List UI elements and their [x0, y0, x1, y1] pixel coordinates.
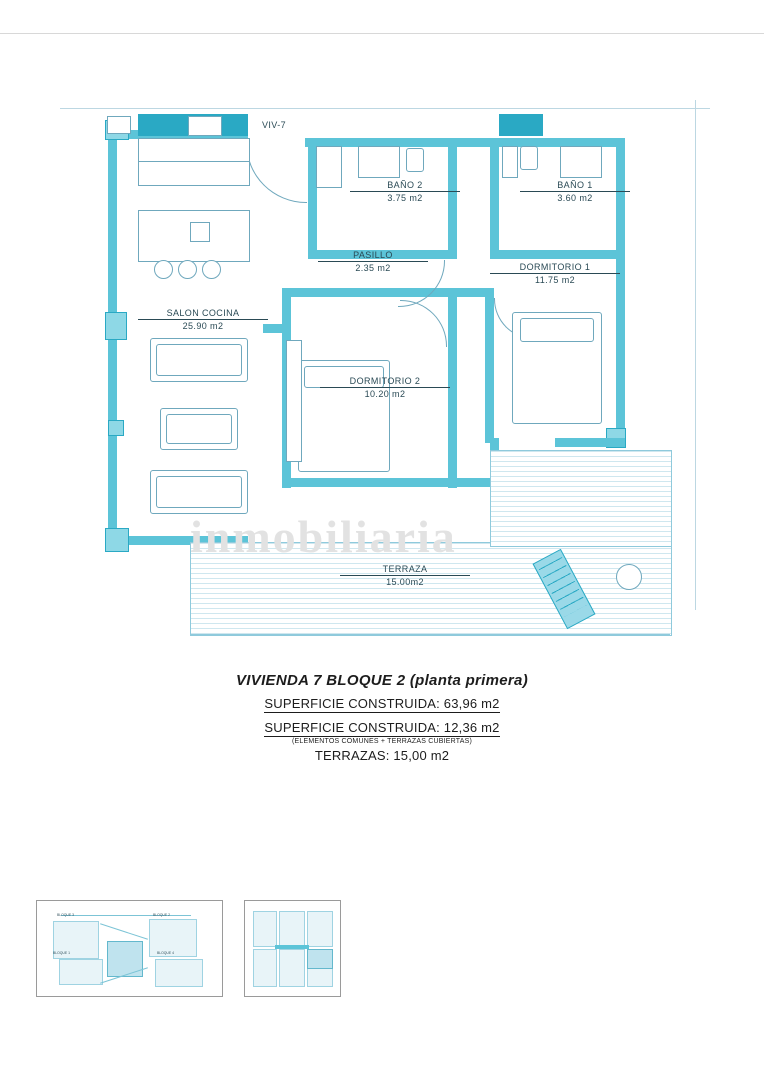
site-label-block-3: BLOQUE 3 [57, 913, 74, 917]
site-key-plan [36, 900, 223, 997]
unit-tag: VIV-7 [262, 120, 287, 130]
terrace-table [616, 564, 642, 590]
floor-unit-3 [307, 911, 333, 947]
area-value: SUPERFICIE CONSTRUIDA: 12,36 m2 [264, 720, 500, 735]
site-outline-top [61, 915, 191, 916]
room-name: DORMITORIO 1 [519, 262, 591, 272]
room-label-bano2 [350, 180, 460, 203]
door-arc-entry [246, 142, 307, 203]
room-name: BAÑO 1 [557, 180, 593, 190]
terrace-bottom-edge [190, 634, 670, 635]
room-area: 3.75 m2 [350, 191, 460, 203]
room-label-pasillo [318, 250, 428, 273]
room-area: 15.00m2 [340, 575, 470, 587]
wall-bath1-left [490, 138, 499, 258]
island-inset [190, 222, 210, 242]
room-name: DORMITORIO 2 [349, 376, 421, 386]
guide-line-top [60, 108, 710, 109]
sofa-1-seat [156, 344, 242, 376]
armchair-1-seat [166, 414, 232, 444]
watermark: inmobiliaria [190, 511, 457, 562]
bath2-vanity [316, 146, 342, 188]
area-line-3 [0, 748, 764, 763]
bed-2-wardrobe [286, 340, 302, 462]
site-block-1 [59, 959, 103, 985]
area-line-2 [0, 720, 764, 737]
plan-title [0, 672, 764, 689]
stool-3 [202, 260, 221, 279]
wall-bed2-right [448, 288, 457, 380]
room-label-salon-cocina [138, 308, 268, 331]
site-block-4 [155, 959, 203, 987]
wall-bath1-bottom [490, 250, 625, 259]
room-label-bano1 [520, 180, 630, 203]
room-area: 11.75 m2 [490, 273, 620, 285]
floor-unit-5 [279, 949, 305, 987]
floor-highlight [307, 949, 333, 969]
area-value: SUPERFICIE CONSTRUIDA: 63,96 m2 [264, 696, 500, 711]
pillar-bottom-left [105, 528, 129, 552]
site-label-block-4: BLOQUE 4 [157, 951, 174, 955]
sheet-top-rule [0, 33, 764, 34]
area-line-1 [0, 696, 764, 713]
area-note-2: (ELEMENTOS COMUNES + TERRAZAS CUBIERTAS) [292, 738, 472, 745]
area-value: TERRAZAS: 15,00 m2 [314, 748, 450, 763]
room-area: 10.20 m2 [320, 387, 450, 399]
room-name: SALON COCINA [166, 308, 240, 318]
bath1-wc [520, 146, 538, 170]
bath2-shower [358, 146, 400, 178]
pillar-left-lower [108, 420, 124, 436]
bath1-shower [560, 146, 602, 178]
floor-unit-4 [253, 949, 277, 987]
kitchen-counter-2 [138, 138, 250, 162]
bed-1-pillows [520, 318, 594, 342]
pillar-mid-left [105, 312, 127, 340]
room-area: 3.60 m2 [520, 191, 630, 203]
room-name: BAÑO 2 [387, 180, 423, 190]
floor-key-plan [244, 900, 341, 997]
room-area: 25.90 m2 [138, 319, 268, 331]
site-label-block-2: BLOQUE 2 [153, 913, 170, 917]
room-label-dormitorio1 [490, 262, 620, 285]
wall-closet-bed1-right [485, 288, 494, 443]
wall-right-lower [555, 438, 625, 447]
plan-title-suffix: (planta primera) [409, 672, 528, 689]
floor-unit-2 [279, 911, 305, 947]
floor-unit-1 [253, 911, 277, 947]
room-name: PASILLO [353, 250, 393, 260]
plan-caption [0, 672, 764, 763]
hob-icon [188, 116, 222, 136]
room-name: TERRAZA [382, 564, 428, 574]
wall-bath1-topband [499, 114, 543, 136]
stool-1 [154, 260, 173, 279]
door-arc-bed2 [400, 300, 447, 347]
stool-2 [178, 260, 197, 279]
sink-icon [107, 116, 131, 134]
site-label-block-1: BLOQUE 1 [53, 951, 70, 955]
site-path-a [100, 923, 148, 939]
room-area: 2.35 m2 [318, 261, 428, 273]
guide-line-right [695, 100, 696, 610]
floor-core [275, 945, 309, 949]
room-label-dormitorio2 [320, 376, 450, 399]
bath1-vanity [502, 146, 518, 178]
sofa-2-seat [156, 476, 242, 508]
bath2-wc [406, 148, 424, 172]
plan-title-main: VIVIENDA 7 BLOQUE 2 [236, 672, 406, 689]
wall-bed2-bottom [282, 478, 494, 487]
